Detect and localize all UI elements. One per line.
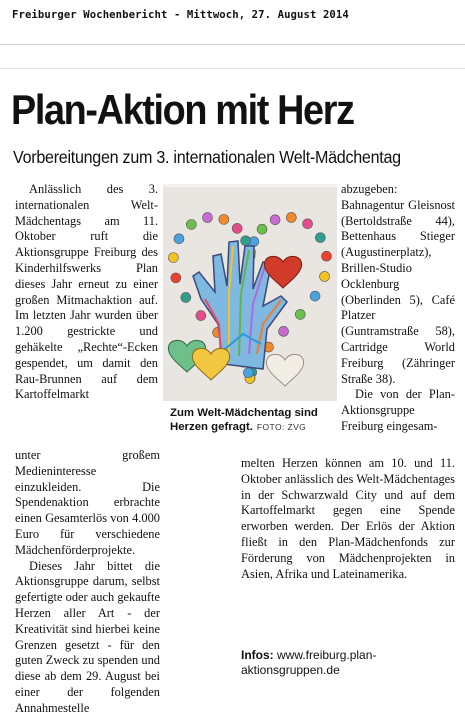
paragraph: abzugeben: Bahnagentur Gleisnost (Bertoldstraße 44), Bettenhaus Stieger (Augustinerplatz), Brillen-Studio Ocklenburg (Oberlinden 5), Café Platzer (Guntramstraße 58), Cartridge World Freiburg (Zähringer Straße 38). [341,182,455,386]
decor-button [310,291,320,301]
decor-button [257,224,267,234]
decor-button [174,234,184,244]
masthead-rule [0,44,465,45]
decor-button [270,215,280,225]
info-line [241,648,455,678]
decor-button [181,292,191,302]
decor-button [171,273,181,283]
article-column-2-3-continued [241,456,455,582]
decor-button [279,326,289,336]
decor-button [241,236,251,246]
article-column-1-continued [15,448,160,717]
decor-button [243,368,253,378]
decor-button [168,253,178,263]
paragraph: Dieses Jahr bittet die Aktionsgruppe darum, selbst gefertigte oder auch gekaufte Herzen aller Art - der Kreativität sind hierbei keine Grenzen gesetzt - für den guten Zweck zu spenden und diese ab dem 29. August bei einer der folgenden Annahmestelle [15,558,160,715]
photo-credit: FOTO: ZVG [256,422,307,432]
article-photo [163,184,337,401]
paragraph: unter großem Medieninteresse einzukleiden. Die Spendenaktion erbrachte einen Gesamterlös von 4.000 Euro für verschiedene Mädchenförderprojekte. [15,448,160,557]
decor-button [186,219,196,229]
article-column-3 [341,182,455,435]
decor-button [202,213,212,223]
decor-button [303,219,313,229]
photo-caption [170,406,336,434]
divider [0,68,465,69]
subheadline: Vorbereitungen zum 3. internationalen Welt-Mädchentag [13,147,401,167]
masthead: Freiburger Wochenbericht - Mittwoch, 27. August 2014 [12,9,349,21]
infos-label: Infos: [241,648,274,662]
paragraph: melten Herzen können am 10. und 11. Oktober anlässlich des Welt-Mädchentages in der Schwarzwald City und auf dem Kartoffelmarkt gegen eine Spende erworben werden. Der Erlös der Aktion fließt in den Plan-Mädchenfonds zur Förderung von Mädchenprojekten in Asien, Afrika und Lateinamerika. [241,456,455,581]
paragraph: Anlässlich des 3. internationalen Welt-Mädchentags am 11. Oktober ruft die Aktionsgruppe Freiburg des Kinderhilfswerks Plan dieses Jahr erneut zu einer großen Mitmachaktion auf. Im letzten Jahr wurden über 1.200 gestrickte und gehäkelte „Rechte“-Ecken gespendet, um damit den Rau-Brunnen auf dem Kartoffelmarkt [15,182,158,402]
decor-button [232,223,242,233]
decor-button [320,271,330,281]
decor-button [286,212,296,222]
decor-button [295,309,305,319]
decor-button [322,251,332,261]
infos-link[interactable]: www.freiburg.plan-aktionsgruppen.de [241,648,377,677]
decor-button [219,214,229,224]
caption-text: Zum Welt-Mädchentag sind Herzen gefragt. [170,407,318,433]
headline: Plan-Aktion mit Herz [11,86,354,133]
article-column-1 [15,182,158,403]
decor-button [315,233,325,243]
decor-button [196,311,206,321]
paragraph: Die von der Plan-Aktionsgruppe Freiburg eingesam- [341,387,455,433]
